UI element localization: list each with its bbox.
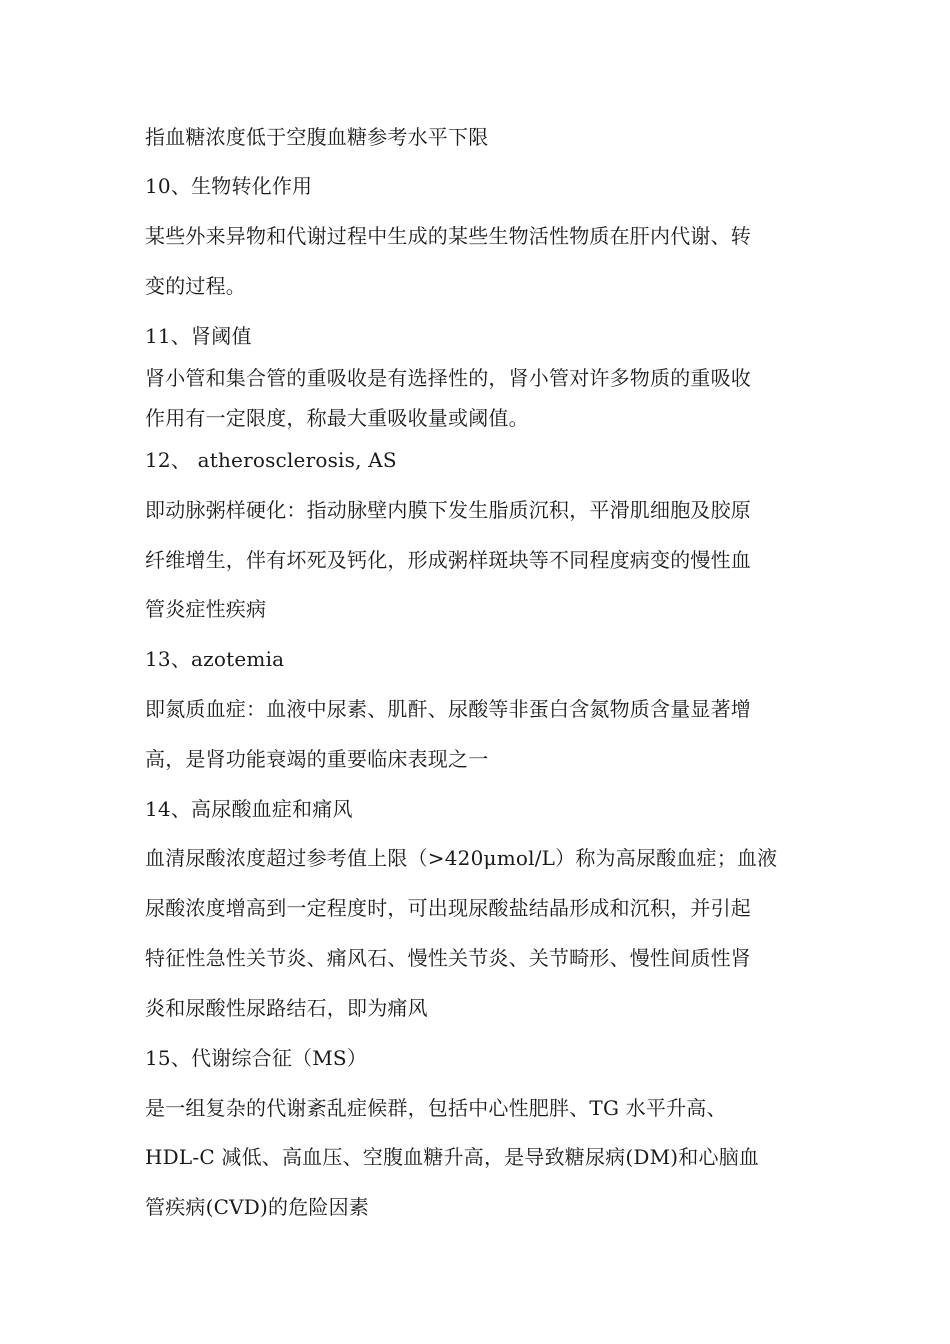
text-line: 特征性急性关节炎、痛风石、慢性关节炎、关节畸形、慢性间质性肾 (145, 946, 751, 970)
text-line: 作用有一定限度，称最大重吸收量或阈值。 (145, 406, 529, 430)
section-heading: 10、生物转化作用 (145, 174, 313, 198)
section-heading: 11、肾阈值 (145, 324, 252, 348)
text-line: 即氮质血症：血液中尿素、肌酐、尿酸等非蛋白含氮物质含量显著增 (145, 697, 751, 721)
section-heading: 13、azotemia (145, 647, 285, 671)
text-line: 肾小管和集合管的重吸收是有选择性的，肾小管对许多物质的重吸收 (145, 366, 751, 390)
text-line: 某些外来异物和代谢过程中生成的某些生物活性物质在肝内代谢、转 (145, 224, 751, 248)
text-line: 管疾病(CVD)的危险因素 (145, 1195, 369, 1219)
section-heading: 15、代谢综合征（MS） (145, 1046, 368, 1070)
section-heading: 14、高尿酸血症和痛风 (145, 797, 353, 821)
text-line: 指血糖浓度低于空腹血糖参考水平下限 (145, 125, 489, 149)
text-line: HDL-C 减低、高血压、空腹血糖升高，是导致糖尿病(DM)和心脑血 (145, 1145, 760, 1169)
text-line: 即动脉粥样硬化：指动脉壁内膜下发生脂质沉积，平滑肌细胞及胶原 (145, 498, 751, 522)
text-line: 纤维增生，伴有坏死及钙化，形成粥样斑块等不同程度病变的慢性血 (145, 548, 751, 572)
text-line: 尿酸浓度增高到一定程度时，可出现尿酸盐结晶形成和沉积，并引起 (145, 896, 751, 920)
text-line: 高，是肾功能衰竭的重要临床表现之一 (145, 747, 489, 771)
text-line: 血清尿酸浓度超过参考值上限（>420μmol/L）称为高尿酸血症；血液 (145, 846, 778, 870)
text-line: 炎和尿酸性尿路结石，即为痛风 (145, 996, 428, 1020)
section-heading: 12、 atherosclerosis, AS (145, 448, 397, 472)
text-line: 是一组复杂的代谢紊乱症候群，包括中心性肥胖、TG 水平升高、 (145, 1096, 727, 1120)
text-line: 变的过程。 (145, 274, 246, 298)
text-line: 管炎症性疾病 (145, 597, 267, 621)
